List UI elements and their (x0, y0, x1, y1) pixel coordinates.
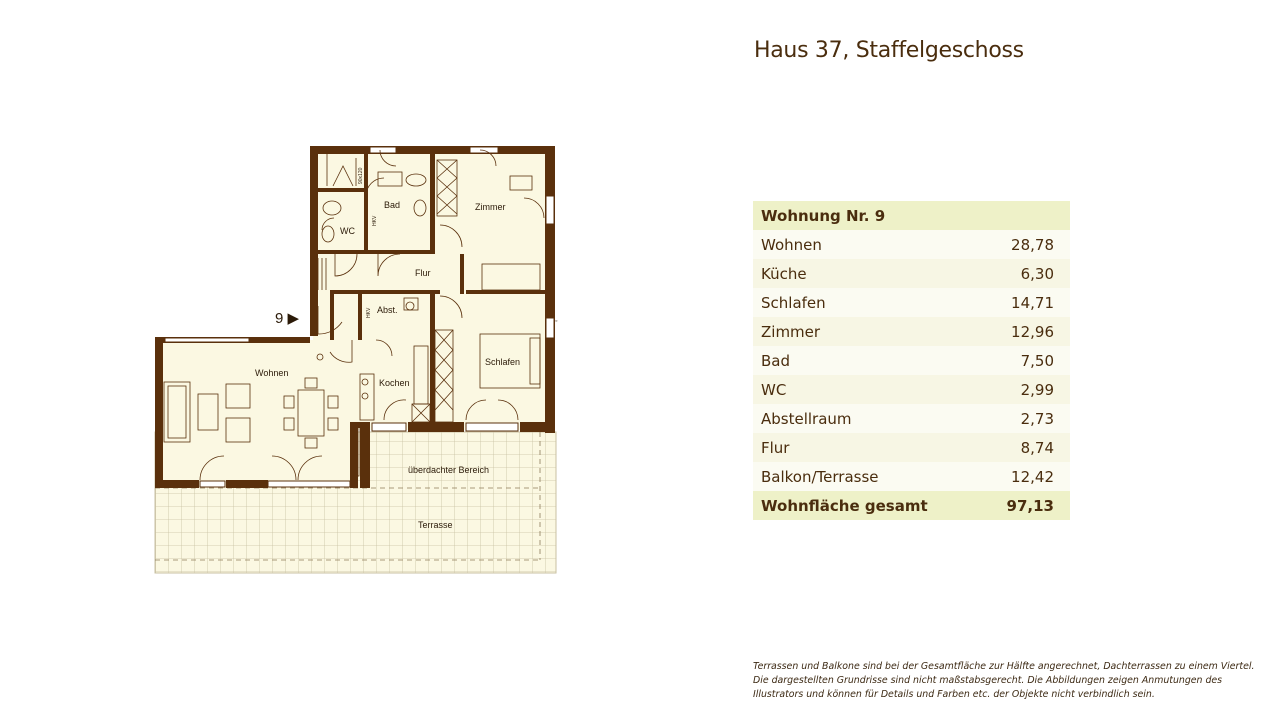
footnote-line-2: Die dargestellten Grundrisse sind nicht maßstabsgerecht. Die Abbildungen zeigen Anmutungen des (753, 675, 1223, 686)
table-row (753, 404, 1070, 433)
room-name: Küche (753, 259, 981, 288)
room-area: 7,50 (981, 346, 1070, 375)
entry-arrow-icon: ▶ (287, 310, 300, 327)
room-label-ueberdacht: überdachter Bereich (408, 465, 490, 475)
room-area: 8,74 (981, 433, 1070, 462)
table-row (753, 433, 1070, 462)
room-name: Abstellraum (753, 404, 981, 433)
table-total-row (753, 491, 1070, 520)
table-row (753, 462, 1070, 491)
room-area: 28,78 (981, 230, 1070, 259)
table-row (753, 375, 1070, 404)
room-name: Balkon/Terrasse (753, 462, 981, 491)
area-table (753, 201, 1070, 520)
room-name: Bad (753, 346, 981, 375)
table-row (753, 259, 1070, 288)
room-area: 2,99 (981, 375, 1070, 404)
exterior-mark: ◦ (555, 318, 558, 325)
room-label-flur: Flur (415, 268, 431, 278)
entry-marker (275, 309, 299, 327)
apartment-heading: Wohnung Nr. 9 (753, 201, 1070, 230)
room-label-kochen: Kochen (379, 378, 410, 388)
room-area: 12,42 (981, 462, 1070, 491)
table-header-row (753, 201, 1070, 230)
room-area: 2,73 (981, 404, 1070, 433)
room-label-bad: Bad (384, 200, 401, 210)
room-label-zimmer: Zimmer (475, 202, 506, 212)
footnote-line-1: Terrassen und Balkone sind bei der Gesamtfläche zur Hälfte angerechnet, Dachterrassen zu einem Viertel. (753, 661, 1255, 672)
room-label-abst: Abst. (377, 305, 398, 315)
table-row (753, 230, 1070, 259)
room-label-wc: WC (340, 226, 355, 236)
room-name: WC (753, 375, 981, 404)
shower-size-label: 90x120 (358, 167, 364, 184)
footnote-line-3: Illustrators und können für Details und Farben etc. der Objekte nicht verbindlich sein. (753, 689, 1155, 700)
hkv-label-abst: HKV (366, 307, 372, 318)
room-name: Zimmer (753, 317, 981, 346)
room-name: Flur (753, 433, 981, 462)
table-row (753, 346, 1070, 375)
footnote (753, 660, 1273, 702)
room-name: Wohnen (753, 230, 981, 259)
room-label-schlafen: Schlafen (485, 357, 521, 367)
table-row (753, 288, 1070, 317)
page-title: Haus 37, Staffelgeschoss (754, 38, 1024, 63)
floor-plan (140, 140, 570, 580)
room-name: Schlafen (753, 288, 981, 317)
total-value: 97,13 (981, 491, 1070, 520)
total-label: Wohnfläche gesamt (753, 491, 981, 520)
room-label-wohnen: Wohnen (255, 368, 289, 378)
apartment-entry-number: 9 (275, 310, 284, 327)
room-area: 12,96 (981, 317, 1070, 346)
hkv-label-bad: HKV (372, 215, 378, 226)
table-row (753, 317, 1070, 346)
room-area: 6,30 (981, 259, 1070, 288)
room-label-terrasse: Terrasse (418, 520, 453, 530)
room-area: 14,71 (981, 288, 1070, 317)
